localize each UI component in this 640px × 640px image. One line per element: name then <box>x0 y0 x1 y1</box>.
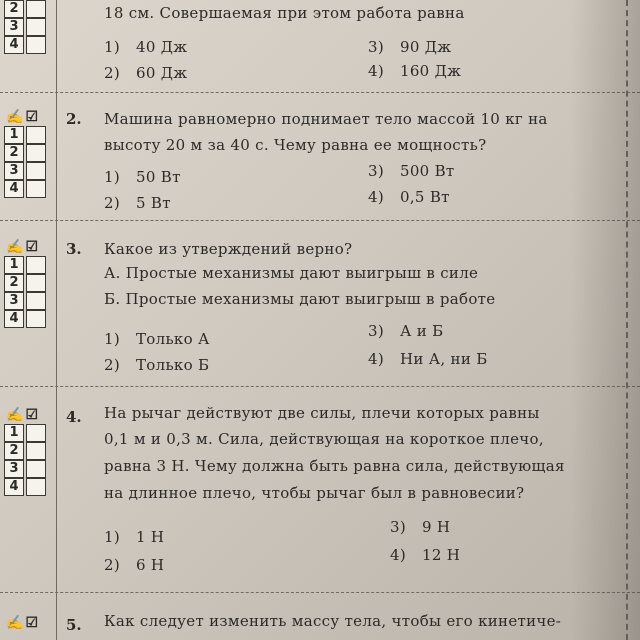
q2-option-2[interactable]: 2) 5 Вт <box>104 194 171 212</box>
q4-text-line-1: На рычаг действуют две силы, плечи которых равны <box>104 404 540 422</box>
answer-check-box[interactable] <box>26 0 46 18</box>
q3-statement-a: А. Простые механизмы дают выигрыш в силе <box>104 264 479 282</box>
answer-box-4[interactable]: 4 <box>4 36 24 54</box>
answer-boxes-q1 <box>2 0 54 54</box>
q1-text-line: 18 см. Совершаемая при этом работа равна <box>104 4 465 22</box>
margin-divider <box>56 0 57 640</box>
answer-box-2[interactable]: 2 <box>4 0 24 18</box>
answer-check-box[interactable] <box>26 424 46 442</box>
q4-text-line-3: равна 3 Н. Чему должна быть равна сила, действующая <box>104 457 565 475</box>
page-shadow <box>570 0 640 640</box>
answer-box-4[interactable]: 4 <box>4 478 24 496</box>
answer-check-box[interactable] <box>26 162 46 180</box>
checkbox-icon: ☑ <box>25 407 38 423</box>
q4-text-line-2: 0,1 м и 0,3 м. Сила, действующая на короткое плечо, <box>104 430 544 448</box>
answer-check-box[interactable] <box>26 36 46 54</box>
question-separator <box>0 220 640 221</box>
q1-option-3[interactable]: 3) 90 Дж <box>368 38 452 56</box>
q2-option-3[interactable]: 3) 500 Вт <box>368 162 455 180</box>
q1-option-4[interactable]: 4) 160 Дж <box>368 62 462 80</box>
answer-box-3[interactable]: 3 <box>4 460 24 478</box>
q3-statement-b: Б. Простые механизмы дают выигрыш в работе <box>104 290 496 308</box>
answer-boxes-q5 <box>2 614 54 632</box>
q3-option-1[interactable]: 1) Только А <box>104 330 210 348</box>
answer-boxes-q3 <box>2 238 54 328</box>
answer-boxes-q4 <box>2 406 54 496</box>
answer-check-box[interactable] <box>26 460 46 478</box>
q5-text-line-1: Как следует изменить массу тела, чтобы его кинетиче- <box>104 612 562 630</box>
q4-option-1[interactable]: 1) 1 Н <box>104 528 165 546</box>
answer-check-box[interactable] <box>26 18 46 36</box>
q4-option-2[interactable]: 2) 6 Н <box>104 556 165 574</box>
q4-text-line-4: на длинное плечо, чтобы рычаг был в равновесии? <box>104 484 525 502</box>
answer-box-2[interactable]: 2 <box>4 442 24 460</box>
pen-icon: ✍ <box>6 109 24 125</box>
answer-box-4[interactable]: 4 <box>4 180 24 198</box>
q2-text-line-1: Машина равномерно поднимает тело массой 10 кг на <box>104 110 548 128</box>
answer-boxes-q2 <box>2 108 54 198</box>
answer-box-2[interactable]: 2 <box>4 144 24 162</box>
pen-icon: ✍ <box>6 407 24 423</box>
q3-option-3[interactable]: 3) А и Б <box>368 322 444 340</box>
q3-text-line-1: Какое из утверждений верно? <box>104 240 353 258</box>
q2-option-1[interactable]: 1) 50 Вт <box>104 168 181 186</box>
checkbox-icon: ☑ <box>25 109 38 125</box>
answer-check-box[interactable] <box>26 274 46 292</box>
answer-box-3[interactable]: 3 <box>4 292 24 310</box>
question-number: 5. <box>66 616 82 634</box>
answer-check-box[interactable] <box>26 442 46 460</box>
q2-option-4[interactable]: 4) 0,5 Вт <box>368 188 450 206</box>
q3-option-4[interactable]: 4) Ни А, ни Б <box>368 350 488 368</box>
answer-check-box[interactable] <box>26 292 46 310</box>
checkbox-icon: ☑ <box>25 239 38 255</box>
answer-check-box[interactable] <box>26 144 46 162</box>
q4-option-3[interactable]: 3) 9 Н <box>390 518 451 536</box>
checkbox-icon: ☑ <box>25 615 38 631</box>
answer-box-1[interactable]: 1 <box>4 256 24 274</box>
question-number: 3. <box>66 240 82 258</box>
answer-check-box[interactable] <box>26 256 46 274</box>
answer-box-3[interactable]: 3 <box>4 162 24 180</box>
answer-check-box[interactable] <box>26 478 46 496</box>
answer-box-1[interactable]: 1 <box>4 424 24 442</box>
pen-icon: ✍ <box>6 239 24 255</box>
q1-option-2[interactable]: 2) 60 Дж <box>104 64 188 82</box>
answer-box-4[interactable]: 4 <box>4 310 24 328</box>
answer-check-box[interactable] <box>26 180 46 198</box>
q1-option-1[interactable]: 1) 40 Дж <box>104 38 188 56</box>
question-number: 2. <box>66 110 82 128</box>
answer-box-2[interactable]: 2 <box>4 274 24 292</box>
q4-option-4[interactable]: 4) 12 Н <box>390 546 461 564</box>
q3-option-2[interactable]: 2) Только Б <box>104 356 210 374</box>
pen-icon: ✍ <box>6 615 24 631</box>
question-separator <box>0 92 640 93</box>
answer-check-box[interactable] <box>26 126 46 144</box>
edge-cut-line <box>626 0 628 640</box>
question-separator <box>0 386 640 387</box>
answer-box-1[interactable]: 1 <box>4 126 24 144</box>
q2-text-line-2: высоту 20 м за 40 с. Чему равна ее мощность? <box>104 136 487 154</box>
answer-box-3[interactable]: 3 <box>4 18 24 36</box>
question-separator <box>0 592 640 593</box>
question-number: 4. <box>66 408 82 426</box>
answer-check-box[interactable] <box>26 310 46 328</box>
